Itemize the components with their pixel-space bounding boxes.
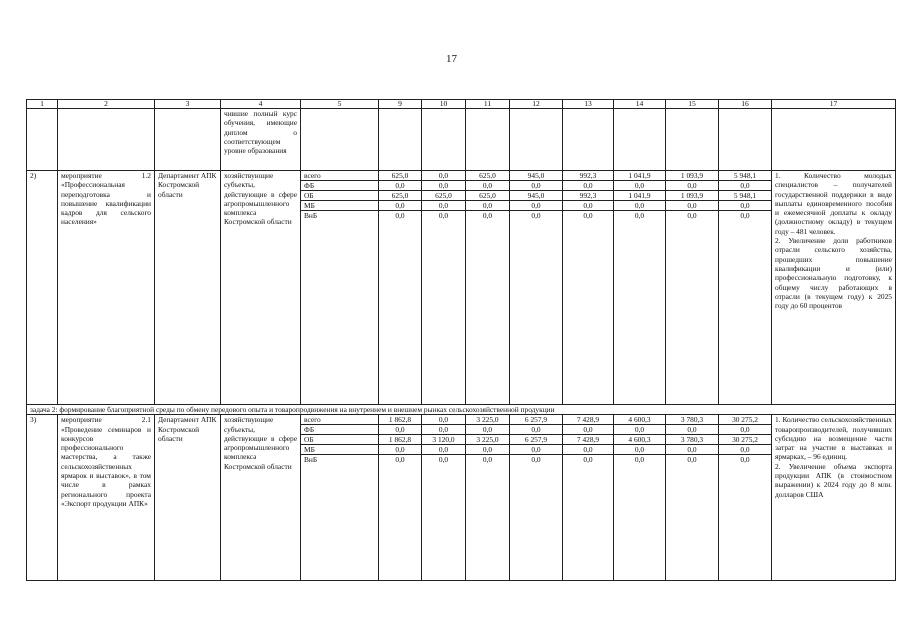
col-header: 9 <box>379 100 422 109</box>
value-cell: 1 093,9 <box>666 171 718 181</box>
value-cell: 0,0 <box>510 445 562 455</box>
continuation-participants: чившие полный курс обучения, имеющие диплом о соответствующем уровне образования <box>221 109 301 171</box>
col-header: 2 <box>58 100 155 109</box>
value-cell: 992,3 <box>563 171 613 181</box>
task-heading: задача 2: формирование благоприятной среды по обмену передового опыта и товаропродвижения на внутреннем и внешнем рынках сельскохозяйственной продукции <box>27 405 896 415</box>
value-cell: 3 120,0 <box>422 435 465 445</box>
value-cell: 0,0 <box>395 211 405 220</box>
value-cell: 4 600,3 <box>614 415 665 425</box>
year-values <box>614 415 665 464</box>
target-indicators: 1. Количество сельскохозяйственных товаропроизводителей, получивших субсидию на возмещение части затрат на участие в выставках и ярмарках, – 96 единиц. 2. Увеличение объема экспорта продукции АПК (в стоимостном выражении) к 2024 году до 8 млн. долларов США <box>772 415 896 581</box>
value-cell: 3 780,3 <box>666 415 718 425</box>
value-cell: 0,0 <box>422 201 465 211</box>
value-cell: 0,0 <box>438 211 449 220</box>
value-cell: 992,3 <box>563 191 613 201</box>
value-cell: 0,0 <box>563 445 613 455</box>
value-cell: 0,0 <box>634 211 645 220</box>
table-row <box>27 171 896 405</box>
value-cell: 0,0 <box>466 201 509 211</box>
col-header: 16 <box>719 100 772 109</box>
value-cell: 3 225,0 <box>466 435 509 445</box>
year-values <box>666 171 718 220</box>
value-cell: 0,0 <box>614 425 665 435</box>
value-cell: 0,0 <box>563 425 613 435</box>
value-cell: 0,0 <box>719 445 771 455</box>
value-cell: 0,0 <box>379 445 421 455</box>
value-cell: 0,0 <box>687 455 697 465</box>
value-cell: 0,0 <box>563 181 613 191</box>
value-cell: 625,0 <box>379 171 421 181</box>
value-cell: 7 428,9 <box>563 415 613 425</box>
funding-sources <box>301 415 378 464</box>
funding-source-label: ФБ <box>301 425 378 435</box>
continuation-row <box>27 109 896 171</box>
event-name: мероприятие 2.1 «Проведение семинаров и конкурсов профессионального мастерства, а также сельскохозяйственных ярмарок и выставок», в том числе в рамках регионального проекта «Экспорт продукции АПК» <box>58 415 155 581</box>
value-cell: 0,0 <box>740 211 750 220</box>
value-cell: 0,0 <box>687 211 697 220</box>
col-header: 1 <box>27 100 58 109</box>
funding-source-label: ФБ <box>301 181 378 191</box>
value-cell: 0,0 <box>510 201 562 211</box>
value-cell: 0,0 <box>666 445 718 455</box>
value-cell: 0,0 <box>482 455 493 465</box>
value-cell: 0,0 <box>379 425 421 435</box>
value-cell: 0,0 <box>614 445 665 455</box>
value-cell: 625,0 <box>466 171 509 181</box>
year-values <box>422 171 465 220</box>
year-values <box>466 415 509 464</box>
col-header: 15 <box>666 100 719 109</box>
funding-source-label: всего <box>301 171 378 181</box>
participants: хозяйствующие субъекты, действующие в сфере агропромышленного комплекса Костромской области <box>221 171 301 405</box>
value-cell: 0,0 <box>379 181 421 191</box>
value-cell: 6 257,9 <box>510 435 562 445</box>
executor: Департамент АПК Костромской области <box>155 171 221 405</box>
total-values <box>719 415 771 464</box>
value-cell: 0,0 <box>466 181 509 191</box>
target-indicators: 1. Количество молодых специалистов – получателей государственной поддержки в виде выплаты единовременного пособия и ежемесячной доплаты к окладу (должностному окладу) в текущем году – 481 человек. 2. Увеличение доли работников отрасли сельского хозяйства, прошедших повышение квалификации и (или) профессиональную подготовку, к общему числу работающих в отрасли (в текущем году) к 2025 году до 60 процентов <box>772 171 896 405</box>
value-cell: 945,0 <box>510 171 562 181</box>
col-header: 13 <box>563 100 614 109</box>
value-cell: 0,0 <box>740 455 750 465</box>
year-values <box>563 415 613 464</box>
value-cell: 7 428,9 <box>563 435 613 445</box>
funding-source-label: всего <box>301 415 378 425</box>
funding-sources <box>301 171 378 220</box>
row-number: 2) <box>27 171 58 405</box>
col-header: 11 <box>466 100 510 109</box>
value-cell: 0,0 <box>719 181 771 191</box>
funding-source-label: МБ <box>301 445 378 455</box>
value-cell: 30 275,2 <box>719 415 771 425</box>
funding-source-label: МБ <box>301 201 378 211</box>
value-cell: 0,0 <box>422 415 465 425</box>
value-cell: 0,0 <box>583 211 593 220</box>
value-cell: 0,0 <box>666 181 718 191</box>
event-name: мероприятие 1.2 «Профессиональная переподготовка и повышение квалификации кадров для сельского населения» <box>58 171 155 405</box>
value-cell: 0,0 <box>634 455 645 465</box>
value-cell: 0,0 <box>379 201 421 211</box>
value-cell: 0,0 <box>466 425 509 435</box>
value-cell: 0,0 <box>422 445 465 455</box>
year-values <box>666 415 718 464</box>
value-cell: 625,0 <box>466 191 509 201</box>
value-cell: 0,0 <box>666 201 718 211</box>
total-values <box>719 171 771 220</box>
column-number-row <box>27 100 896 109</box>
year-values <box>510 415 562 464</box>
value-cell: 1 093,9 <box>666 191 718 201</box>
value-cell: 0,0 <box>395 455 405 465</box>
value-cell: 1 862,8 <box>379 435 421 445</box>
value-cell: 0,0 <box>482 211 493 220</box>
value-cell: 5 948,1 <box>719 171 771 181</box>
value-cell: 6 257,9 <box>510 415 562 425</box>
value-cell: 0,0 <box>510 181 562 191</box>
value-cell: 625,0 <box>379 191 421 201</box>
col-header: 12 <box>510 100 563 109</box>
value-cell: 945,0 <box>510 191 562 201</box>
value-cell: 0,0 <box>422 425 465 435</box>
year-values <box>563 171 613 220</box>
year-values <box>422 415 465 464</box>
value-cell: 4 600,3 <box>614 435 665 445</box>
value-cell: 3 780,3 <box>666 435 718 445</box>
table-row <box>27 415 896 581</box>
executor: Департамент АПК Костромской области <box>155 415 221 581</box>
year-values <box>614 171 665 220</box>
value-cell: 30 275,2 <box>719 435 771 445</box>
year-values <box>466 171 509 220</box>
value-cell: 0,0 <box>510 425 562 435</box>
funding-source-label: ОБ <box>301 435 378 445</box>
value-cell: 0,0 <box>719 425 771 435</box>
value-cell: 0,0 <box>719 201 771 211</box>
value-cell: 0,0 <box>438 455 449 465</box>
value-cell: 5 948,1 <box>719 191 771 201</box>
funding-source-label: ОБ <box>301 191 378 201</box>
funding-source-label: ВнБ <box>304 455 318 465</box>
value-cell: 0,0 <box>614 181 665 191</box>
value-cell: 3 225,0 <box>466 415 509 425</box>
col-header: 17 <box>772 100 896 109</box>
funding-source-label: ВнБ <box>304 211 318 220</box>
value-cell: 0,0 <box>614 201 665 211</box>
program-table <box>26 99 896 581</box>
value-cell: 0,0 <box>531 211 541 220</box>
value-cell: 1 041,9 <box>614 191 665 201</box>
value-cell: 0,0 <box>422 171 465 181</box>
col-header: 4 <box>221 100 301 109</box>
value-cell: 0,0 <box>563 201 613 211</box>
year-values <box>510 171 562 220</box>
value-cell: 0,0 <box>422 181 465 191</box>
value-cell: 0,0 <box>466 445 509 455</box>
value-cell: 1 862,8 <box>379 415 421 425</box>
value-cell: 0,0 <box>666 425 718 435</box>
participants: хозяйствующие субъекты, действующие в сфере агропромышленного комплекса Костромской области <box>221 415 301 581</box>
value-cell: 0,0 <box>583 455 593 465</box>
col-header: 10 <box>422 100 466 109</box>
value-cell: 1 041,9 <box>614 171 665 181</box>
col-header: 14 <box>614 100 666 109</box>
year-values <box>379 415 421 464</box>
page-number: 17 <box>446 53 457 65</box>
task-row <box>27 405 896 415</box>
col-header: 3 <box>155 100 221 109</box>
value-cell: 0,0 <box>531 455 541 465</box>
row-number: 3) <box>27 415 58 581</box>
value-cell: 625,0 <box>422 191 465 201</box>
year-values <box>379 171 421 220</box>
col-header: 5 <box>301 100 379 109</box>
